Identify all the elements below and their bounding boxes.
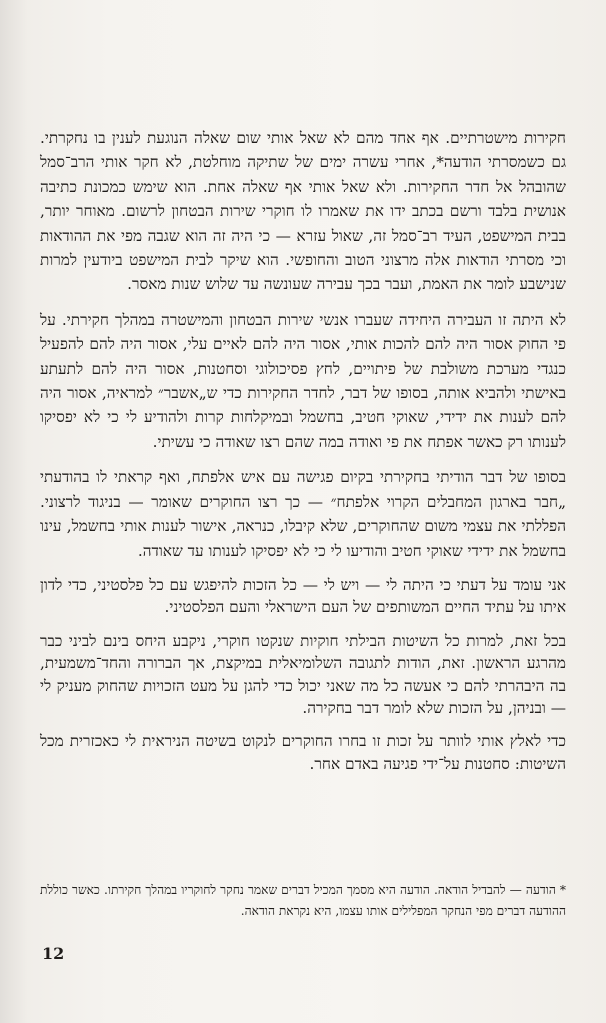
page-gutter-shadow [0,0,28,1023]
footnote: * הודעה — להבדיל הודאה. הודעה היא מסמך המכיל דברים שאמר נחקר לחוקריו במהלך חקירתו. כאשר כוללת ההודעה דברים מפי הנחקר המפלילים אותו עצמו, היא נקראת הודאה. [40,883,566,918]
page-number: 12 [42,944,65,963]
paragraph-2: לא היתה זו העבירה היחידה שעברו אנשי שירות הבטחון והמישטרה במהלך חקירתי. על פי החוק אסור היה להם להכות אותי, אסור היה להם לאיים עלי, אסור היה להם להפעיל כנגדי מערכת משולבת של פיתויים, לחץ פסיכולוגי וסחטנות, אסור היה להם לתעתע באישתי ולהביא אותה, בסופו של דבר, לחדר החקירות כדי ש„אשבר״ למראיה, אסור היה להם לענות את ידידי, שאוקי חטיב, בחשמל ובמיקלחות קרות ולהודיע לי כי לא יפסיקו לענותו רק כאשר אפתח את פי ואודה במה שהם רצו שאודה כי עשיתי. [40,310,566,451]
paragraph-5: בכל זאת, למרות כל השיטות הבילתי חוקיות שנקטו חוקרי, ניקבע היחס בינם לביני כבר מהרגע הראשון. זאת, הודות לתגובה השלומיאלית במיקצת, אך הברורה והחד־משמעית, בה היבהרתי להם כי אעשה כל מה שאני יכול כדי להגן על מעט הזכויות שהחוק מעניק לי — ובניהן, על הזכות שלא לומר דבר בחקירה. [40,631,566,717]
paragraph-4: אני עומד על דעתי כי היתה לי — ויש לי — כל הזכות להיפגש עם כל פלסטיני, כדי לדון איתו על עתיד החיים המשותפים של העם הישראלי והעם הפלסטיני. [40,575,566,617]
paragraph-6: כדי לאלץ אותי לוותר על זכות זו בחרו החוקרים לנקוט בשיטה הניראית לי כאכזרית מכל השיטות: סחטנות על־ידי פגיעה באדם אחר. [40,732,566,773]
paragraph-1: חקירות מישטרתיים. אף אחד מהם לא שאל אותי שום שאלה הנוגעת לענין בו נחקרתי. גם כשמסרתי הודעה*, אחרי עשרה ימים של שתיקה מוחלטת, לא חקר אותי הרב־סמל שהובהל אל חדר החקירות. ולא שאל אותי אף שאלה אחת. הוא שימש כמכונת כתיבה אנושית בלבד ורשם בכתב ידו את שאמרו לו חוקרי שירות הבטחון לרשום. מאוחר יותר, בבית המישפט, העיד רב־סמל זה, שאול עזרא — כי היה זה הוא שגבה מפי את ההודאות וכי מסרתי הודאות אלה מרצוני הטוב והחופשי. הוא שיקר לבית המישפט ביודעין למרות שנישבע לומר את האמת, ועבר בכך עבירה שעונשה עד שלוש שנות מאסר. [40,129,566,294]
paragraph-3: בסופו של דבר הודיתי בחקירתי בקיום פגישה עם איש אלפתח, ואף קראתי לו בהודעתי „חבר בארגון המחבלים הקרוי אלפתח״ — כך רצו החוקרים שאומר — בניגוד לרצוני. הפללתי את עצמי משום שהחוקרים, שלא קיבלו, כנראה, אישור לענות אותי בחשמל, עינו בחשמל את ידידי שאוקי חטיב והודיעו לי כי לא יפסיקו לענותו עד שאודה. [40,468,566,560]
body-text [40,126,566,775]
